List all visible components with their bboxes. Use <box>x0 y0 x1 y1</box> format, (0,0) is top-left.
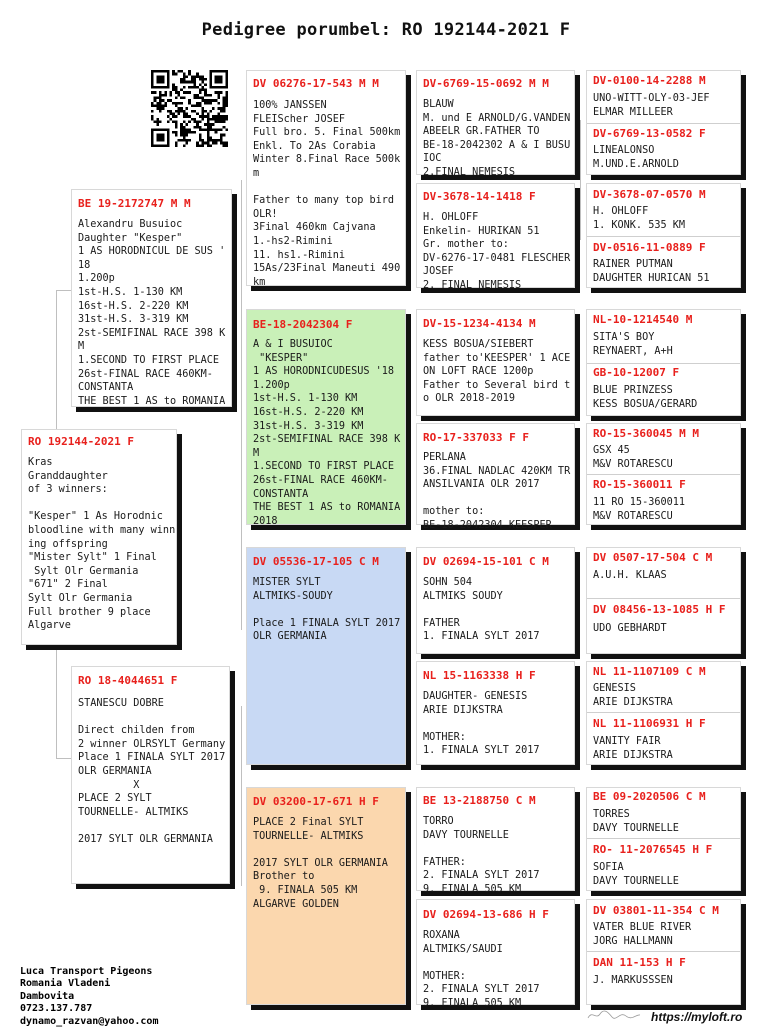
connector-line <box>410 130 411 260</box>
card-divider <box>587 236 740 237</box>
card-divider <box>587 712 740 713</box>
ring-number: RO-17-337033 F F <box>423 431 529 444</box>
ring-number: DV 05536-17-105 C M <box>253 555 379 568</box>
connector-line <box>580 120 581 240</box>
card-divider <box>587 838 740 839</box>
pigeon-notes: PERLANA 36.FINAL NADLAC 420KM TR ANSILVANIA OLR 2017 mother to: BE-18-2042304 KEESPER <box>423 452 571 531</box>
ring-number: DV-3678-07-0570 M <box>593 188 706 201</box>
ring-number: NL-10-1214540 M <box>593 313 693 326</box>
ring-number: DV 02694-13-686 H F <box>423 908 549 921</box>
ring-number: BE 13-2188750 C M <box>423 794 536 807</box>
pigeon-pair-card <box>586 787 741 891</box>
pigeon-pair-card <box>586 309 741 416</box>
pigeon-notes: KESS BOSUA/SIEBERT father to'KEESPER' 1 ACE ON LOFT RACE 1200p Father to Several bird t o OLR 2018-2019 <box>423 339 571 405</box>
pigeon-card-ss <box>246 70 406 286</box>
pigeon-notes: SITA'S BOY REYNAERT, A+H <box>593 332 673 357</box>
pigeon-notes: UDO GEBHARDT <box>593 623 667 634</box>
pigeon-notes: 11 RO 15-360011 M&V ROTARESCU <box>593 497 686 522</box>
signature-icon <box>586 1008 642 1022</box>
ring-number: RO 18-4044651 F <box>78 674 178 687</box>
ring-number: DV-6769-13-0582 F <box>593 127 706 140</box>
pigeon-pair-card <box>586 899 741 1005</box>
ring-number: NL 11-1106931 H F <box>593 717 706 730</box>
pigeon-notes: VANITY FAIR ARIE DIJKSTRA <box>593 736 673 761</box>
card-divider <box>587 123 740 124</box>
pigeon-card-dss <box>416 547 575 654</box>
connector-line <box>410 600 411 710</box>
ring-number: BE 09-2020506 C M <box>593 790 706 803</box>
pigeon-card-dds <box>416 787 575 895</box>
ring-number: DV 06276-17-543 M M <box>253 77 379 90</box>
ring-number: DV 0507-17-504 C M <box>593 551 713 564</box>
pigeon-pair-card <box>586 423 741 525</box>
connector-line <box>241 180 242 630</box>
pigeon-notes: LINEALONSO M.UND.E.ARNOLD <box>593 145 679 170</box>
pigeon-card-sds <box>416 309 575 416</box>
contact-info: Luca Transport Pigeons Romania Vladeni Dambovita 0723.137.787 dynamo_razvan@yahoo.com <box>20 966 159 1027</box>
pigeon-card-sdd <box>416 423 575 531</box>
ring-number: NL 15-1163338 H F <box>423 669 536 682</box>
pigeon-notes: J. MARKUSSSEN <box>593 975 673 986</box>
pigeon-card-sd <box>246 309 406 525</box>
pigeon-card-dsd <box>416 661 575 765</box>
pigeon-notes: TORRES DAVY TOURNELLE <box>593 809 679 834</box>
ring-number: NL 11-1107109 C M <box>593 665 706 678</box>
connector-line <box>56 290 72 291</box>
connector-line <box>56 290 57 430</box>
pigeon-card-sire <box>71 189 232 407</box>
ring-number: RO- 11-2076545 H F <box>593 843 713 856</box>
connector-line <box>410 850 411 950</box>
ring-number: RO 192144-2021 F <box>28 435 134 448</box>
page-title: Pedigree porumbel: RO 192144-2021 F <box>201 20 571 40</box>
pigeon-card-ddd <box>416 899 575 1009</box>
ring-number: DV-0516-11-0889 F <box>593 241 706 254</box>
pigeon-notes: TORRO DAVY TOURNELLE FATHER: 2. FINALA SYLT 2017 9. FINALA 505 KM <box>423 816 540 895</box>
pigeon-notes: SOHN 504 ALTMIKS SOUDY FATHER 1. FINALA SYLT 2017 <box>423 577 540 643</box>
card-divider <box>587 951 740 952</box>
pigeon-notes: 100% JANSSEN FLEIScher JOSEF Full bro. 5. Final 500km Enkl. To 2As Corabia Winter 8.Final Race 500k m Father to many top bird OLR! 3Final 460km Cajvana 1.-hs2-Rimini 11. hs1.-Rimini 15As/23Final Maneuti 490 km <box>253 100 401 288</box>
card-divider <box>587 474 740 475</box>
ring-number: DV 03801-11-354 C M <box>593 904 719 917</box>
ring-number: DV-15-1234-4134 M <box>423 317 536 330</box>
card-divider <box>587 363 740 364</box>
ring-number: RO-15-360045 M M <box>593 427 699 440</box>
pigeon-notes: STANESCU DOBRE Direct childen from 2 winner OLRSYLT Germany Place 1 FINALA SYLT 2017 OLR GERMANIA X PLACE 2 SYLT TOURNELLE- ALTMIKS 2017 SYLT OLR GERMANIA <box>78 698 226 845</box>
pigeon-card-dam <box>71 666 230 884</box>
pigeon-notes: RAINER PUTMAN DAUGHTER HURICAN 51 <box>593 259 710 284</box>
connector-line <box>56 648 57 758</box>
connector-line <box>410 375 411 485</box>
qr-code-icon <box>151 70 228 147</box>
ring-number: RO-15-360011 F <box>593 478 686 491</box>
pigeon-notes: UNO-WITT-OLY-03-JEF ELMAR MILLEER <box>593 93 710 118</box>
pigeon-card-dd <box>246 787 406 1005</box>
ring-number: DV-6769-15-0692 M M <box>423 77 549 90</box>
pigeon-notes: H. OHLOFF 1. KONK. 535 KM <box>593 206 686 231</box>
pigeon-notes: A.U.H. KLAAS <box>593 570 667 581</box>
connector-line <box>56 758 72 759</box>
ring-number: GB-10-12007 F <box>593 366 680 379</box>
pigeon-notes: MISTER SYLT ALTMIKS-SOUDY Place 1 FINALA SYLT 2017 OLR GERMANIA <box>253 577 401 643</box>
pigeon-notes: PLACE 2 Final SYLT TOURNELLE- ALTMIKS 2017 SYLT OLR GERMANIA Brother to 9. FINALA 505 KM ALGARVE GOLDEN <box>253 817 388 910</box>
card-divider <box>587 598 740 599</box>
pigeon-notes: SOFIA DAVY TOURNELLE <box>593 862 679 887</box>
website-link[interactable]: https://myloft.ro <box>651 1010 743 1024</box>
ring-number: BE 19-2172747 M M <box>78 197 191 210</box>
pigeon-card-ssd <box>416 183 575 291</box>
pigeon-notes: VATER BLUE RIVER JORG HALLMANN <box>593 922 692 947</box>
pigeon-pair-card <box>586 547 741 654</box>
ring-number: DV-0100-14-2288 M <box>593 74 706 87</box>
pigeon-notes: Alexandru Busuioc Daughter "Kesper" 1 AS HORODNICUL DE SUS ' 18 1.200p 1st-H.S. 1-130 KM 16st-H.S. 2-220 KM 31st-H.S. 3-319 KM 2st-SEMIFINAL RACE 398 K M 1.SECOND TO FIRST PLACE 26st-FINAL RACE 460KM- CONSTANTA THE BEST 1 AS to ROMANIA <box>78 219 226 407</box>
pigeon-pair-card <box>586 183 741 288</box>
pigeon-notes: A & I BUSUIOC "KESPER" 1 AS HORODNICUDESUS '18 1.200p 1st-H.S. 1-130 KM 16st-H.S. 2-220 KM 31st-H.S. 3-319 KM 2st-SEMIFINAL RACE 398 K M 1.SECOND TO FIRST PLACE 26st-FINAL RACE 460KM- CONSTANTA THE BEST 1 AS to ROMANIA 2018 <box>253 339 401 527</box>
pigeon-notes: DAUGHTER- GENESIS ARIE DIJKSTRA MOTHER: 1. FINALA SYLT 2017 <box>423 691 540 757</box>
ring-number: BE-18-2042304 F <box>253 318 353 331</box>
pigeon-card-ds <box>246 547 406 765</box>
pigeon-card-main <box>21 429 177 645</box>
pigeon-pair-card <box>586 70 741 175</box>
pigeon-notes: GSX 45 M&V ROTARESCU <box>593 445 673 470</box>
ring-number: DAN 11-153 H F <box>593 956 686 969</box>
ring-number: DV 02694-15-101 C M <box>423 555 549 568</box>
pigeon-notes: ROXANA ALTMIKS/SAUDI MOTHER: 2. FINALA SYLT 2017 9. FINALA 505 KM <box>423 930 540 1009</box>
ring-number: DV-3678-14-1418 F <box>423 190 536 203</box>
connector-line <box>241 706 242 886</box>
pigeon-notes: BLUE PRINZESS KESS BOSUA/GERARD <box>593 385 698 410</box>
pigeon-notes: Kras Granddaughter of 3 winners: "Kesper" 1 As Horodnic bloodline with many winn ing offspring "Mister Sylt" 1 Final Sylt Olr Germania "671" 2 Final Sylt Olr Germania Full brother 9 place Algarve <box>28 457 176 632</box>
pigeon-pair-card <box>586 661 741 765</box>
ring-number: DV 03200-17-671 H F <box>253 795 379 808</box>
pigeon-notes: GENESIS ARIE DIJKSTRA <box>593 683 673 708</box>
pigeon-notes: H. OHLOFF Enkelin- HURIKAN 51 Gr. mother to: DV-6276-17-0481 FLESCHER JOSEF 2. FINAL NEMESIS <box>423 212 571 291</box>
pigeon-card-sss <box>416 70 575 178</box>
ring-number: DV 08456-13-1085 H F <box>593 603 726 616</box>
pigeon-notes: BLAUW M. und E ARNOLD/G.VANDEN ABEELR GR.FATHER TO BE-18-2042302 A & I BUSU IOC 2.FINAL NEMESIS <box>423 99 571 178</box>
